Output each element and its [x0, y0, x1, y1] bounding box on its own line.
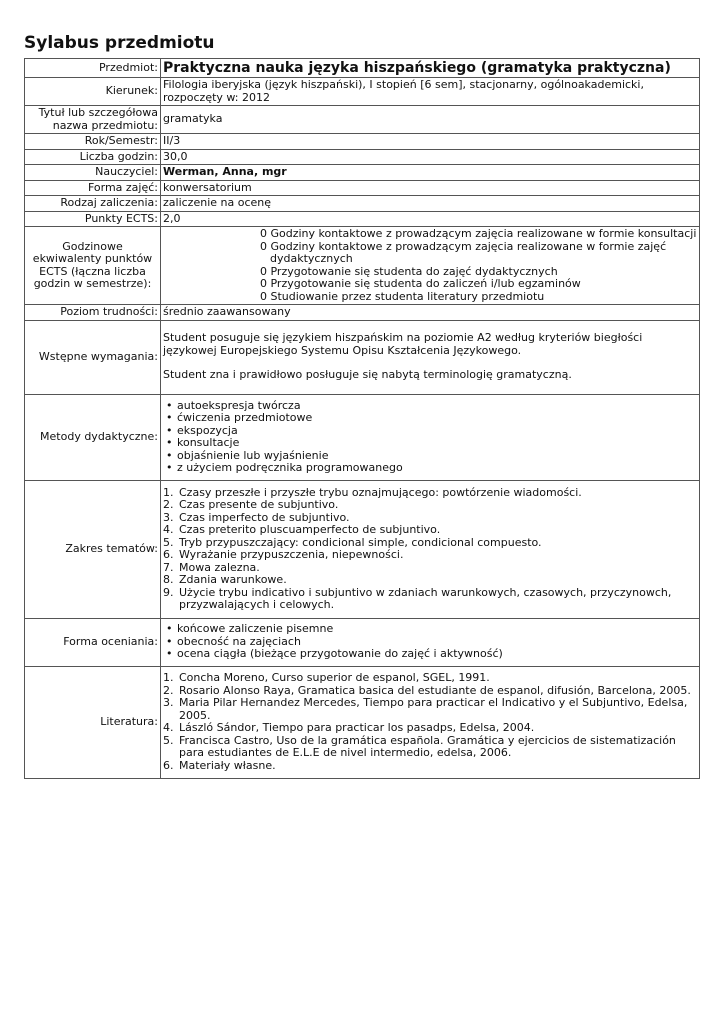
label-poziom: Poziom trudności: — [25, 305, 161, 321]
value-metody — [161, 394, 700, 480]
list-item: 7. Mowa zalezna. — [163, 560, 260, 574]
label-godziny: Liczba godzin: — [25, 149, 161, 165]
ects-line: 0 Studiowanie przez studenta literatury przedmiotu — [260, 289, 545, 303]
row-wymagania — [25, 320, 700, 394]
row-forma-zajec — [25, 180, 700, 196]
list-item: • objaśnienie lub wyjaśnienie — [163, 450, 697, 463]
list-item: 6. Wyrażanie przypuszczenia, niepewności. — [163, 548, 404, 561]
row-godziny — [25, 149, 700, 165]
value-wymagania — [161, 320, 700, 394]
label-tytul: Tytuł lub szczegółowa nazwa przedmiotu: — [25, 106, 161, 134]
value-godziny: 30,0 — [161, 149, 700, 165]
value-przedmiot: Praktyczna nauka języka hiszpańskiego (gramatyka praktyczna) — [161, 59, 700, 78]
syllabus-table — [24, 58, 700, 779]
value-poziom: średnio zaawansowany — [161, 305, 700, 321]
list-item: 5. Francisca Castro, Uso de la gramática española. Gramática y ejercicios de sistematización para estudiantes de E.L.E de nivel intermedio, edelsa, 2006. — [163, 733, 676, 759]
value-tytul: gramatyka — [161, 106, 700, 134]
list-item: 8. Zdania warunkowe. — [163, 573, 287, 586]
list-item: • ocena ciągła (bieżące przygotowanie do zajęć i aktywność) — [163, 648, 697, 661]
row-tytul — [25, 106, 700, 134]
row-poziom — [25, 305, 700, 321]
row-literatura — [25, 666, 700, 778]
label-ocenianie: Forma oceniania: — [25, 618, 161, 666]
value-nauczyciel: Werman, Anna, mgr — [161, 165, 700, 181]
list-item: 4. Czas preterito pluscuamperfecto de subjuntivo. — [163, 523, 441, 536]
value-rok: II/3 — [161, 134, 700, 150]
list-item: 1. Czasy przeszłe i przyszłe trybu oznajmującego: powtórzenie wiadomości. — [163, 485, 582, 499]
row-ects — [25, 211, 700, 227]
value-rodzaj: zaliczenie na ocenę — [161, 196, 700, 212]
row-zakres — [25, 480, 700, 618]
methods-list — [163, 400, 697, 475]
row-nauczyciel — [25, 165, 700, 181]
page-title: Sylabus przedmiotu — [24, 33, 215, 53]
list-item: 3. Maria Pilar Hernandez Mercedes, Tiempo para practicar el Indicativo y el Subjuntivo, Edelsa, 2005. — [163, 696, 688, 722]
row-kierunek — [25, 78, 700, 106]
list-item: • autoekspresja twórcza — [163, 400, 697, 413]
list-item: • końcowe zaliczenie pisemne — [163, 623, 697, 636]
label-przedmiot: Przedmiot: — [25, 59, 161, 78]
ects-line: 0 Przygotowanie się studenta do zajęć dydaktycznych — [260, 264, 558, 278]
row-przedmiot — [25, 59, 700, 78]
list-item: • obecność na zajęciach — [163, 636, 697, 649]
list-item: 2. Rosario Alonso Raya, Gramatica basica del estudiante de espanol, difusión, Barcelona, 2005. — [163, 683, 691, 697]
literature-list — [163, 672, 697, 772]
list-item: 6. Materiały własne. — [163, 758, 276, 772]
requirement-paragraph: Student posuguje się językiem hiszpańskim na poziomie A2 według kryteriów biegłości językowej Europejskiego Systemu Opisu Kształcenia Językowego. — [163, 331, 643, 357]
value-ects: 2,0 — [161, 211, 700, 227]
label-zakres: Zakres tematów: — [25, 480, 161, 618]
topics-list — [163, 487, 697, 612]
label-rodzaj: Rodzaj zaliczenia: — [25, 196, 161, 212]
assessment-list — [163, 623, 697, 661]
list-item: • z użyciem podręcznika programowanego — [163, 462, 697, 475]
label-literatura: Literatura: — [25, 666, 161, 778]
ects-line: 0 Przygotowanie się studenta do zaliczeń i/lub egzaminów — [260, 277, 581, 290]
label-rok: Rok/Semestr: — [25, 134, 161, 150]
row-rodzaj — [25, 196, 700, 212]
list-item: • ekspozycja — [163, 425, 697, 438]
list-item: 2. Czas presente de subjuntivo. — [163, 498, 339, 511]
value-godzinowe — [161, 227, 700, 305]
list-item: 3. Czas imperfecto de subjuntivo. — [163, 510, 350, 524]
list-item: • konsultacje — [163, 437, 697, 450]
list-item: 1. Concha Moreno, Curso superior de espanol, SGEL, 1991. — [163, 671, 490, 684]
ects-line: 0 Godziny kontaktowe z prowadzącym zajęcia realizowane w formie zajęć dydaktycznych — [260, 239, 667, 265]
row-godzinowe — [25, 227, 700, 305]
list-item: • ćwiczenia przedmiotowe — [163, 412, 697, 425]
label-kierunek: Kierunek: — [25, 78, 161, 106]
ects-line: 0 Godziny kontaktowe z prowadzącym zajęcia realizowane w formie konsultacji — [260, 227, 697, 240]
row-rok — [25, 134, 700, 150]
row-metody — [25, 394, 700, 480]
label-godzinowe: Godzinowe ekwiwalenty punktów ECTS (łączna liczba godzin w semestrze): — [25, 227, 161, 305]
value-kierunek: Filologia iberyjska (język hiszpański), I stopień [6 sem], stacjonarny, ogólnoakademicki, rozpoczęty w: 2012 — [161, 78, 700, 106]
value-zakres — [161, 480, 700, 618]
row-ocenianie — [25, 618, 700, 666]
label-metody: Metody dydaktyczne: — [25, 394, 161, 480]
requirement-paragraph: Student zna i prawidłowo posługuje się nabytą terminologię gramatyczną. — [163, 368, 572, 382]
value-ocenianie — [161, 618, 700, 666]
value-literatura — [161, 666, 700, 778]
label-forma-zajec: Forma zajęć: — [25, 180, 161, 196]
list-item: 4. László Sándor, Tiempo para practicar los pasadps, Edelsa, 2004. — [163, 721, 535, 734]
label-ects: Punkty ECTS: — [25, 211, 161, 227]
value-forma-zajec: konwersatorium — [161, 180, 700, 196]
label-wymagania: Wstępne wymagania: — [25, 320, 161, 394]
list-item: 9. Użycie trybu indicativo i subjuntivo w zdaniach warunkowych, czasowych, przyczynowch, przyzwalających i celowych. — [163, 585, 672, 611]
label-nauczyciel: Nauczyciel: — [25, 165, 161, 181]
list-item: 5. Tryb przypuszczający: condicional simple, condicional compuesto. — [163, 535, 542, 549]
